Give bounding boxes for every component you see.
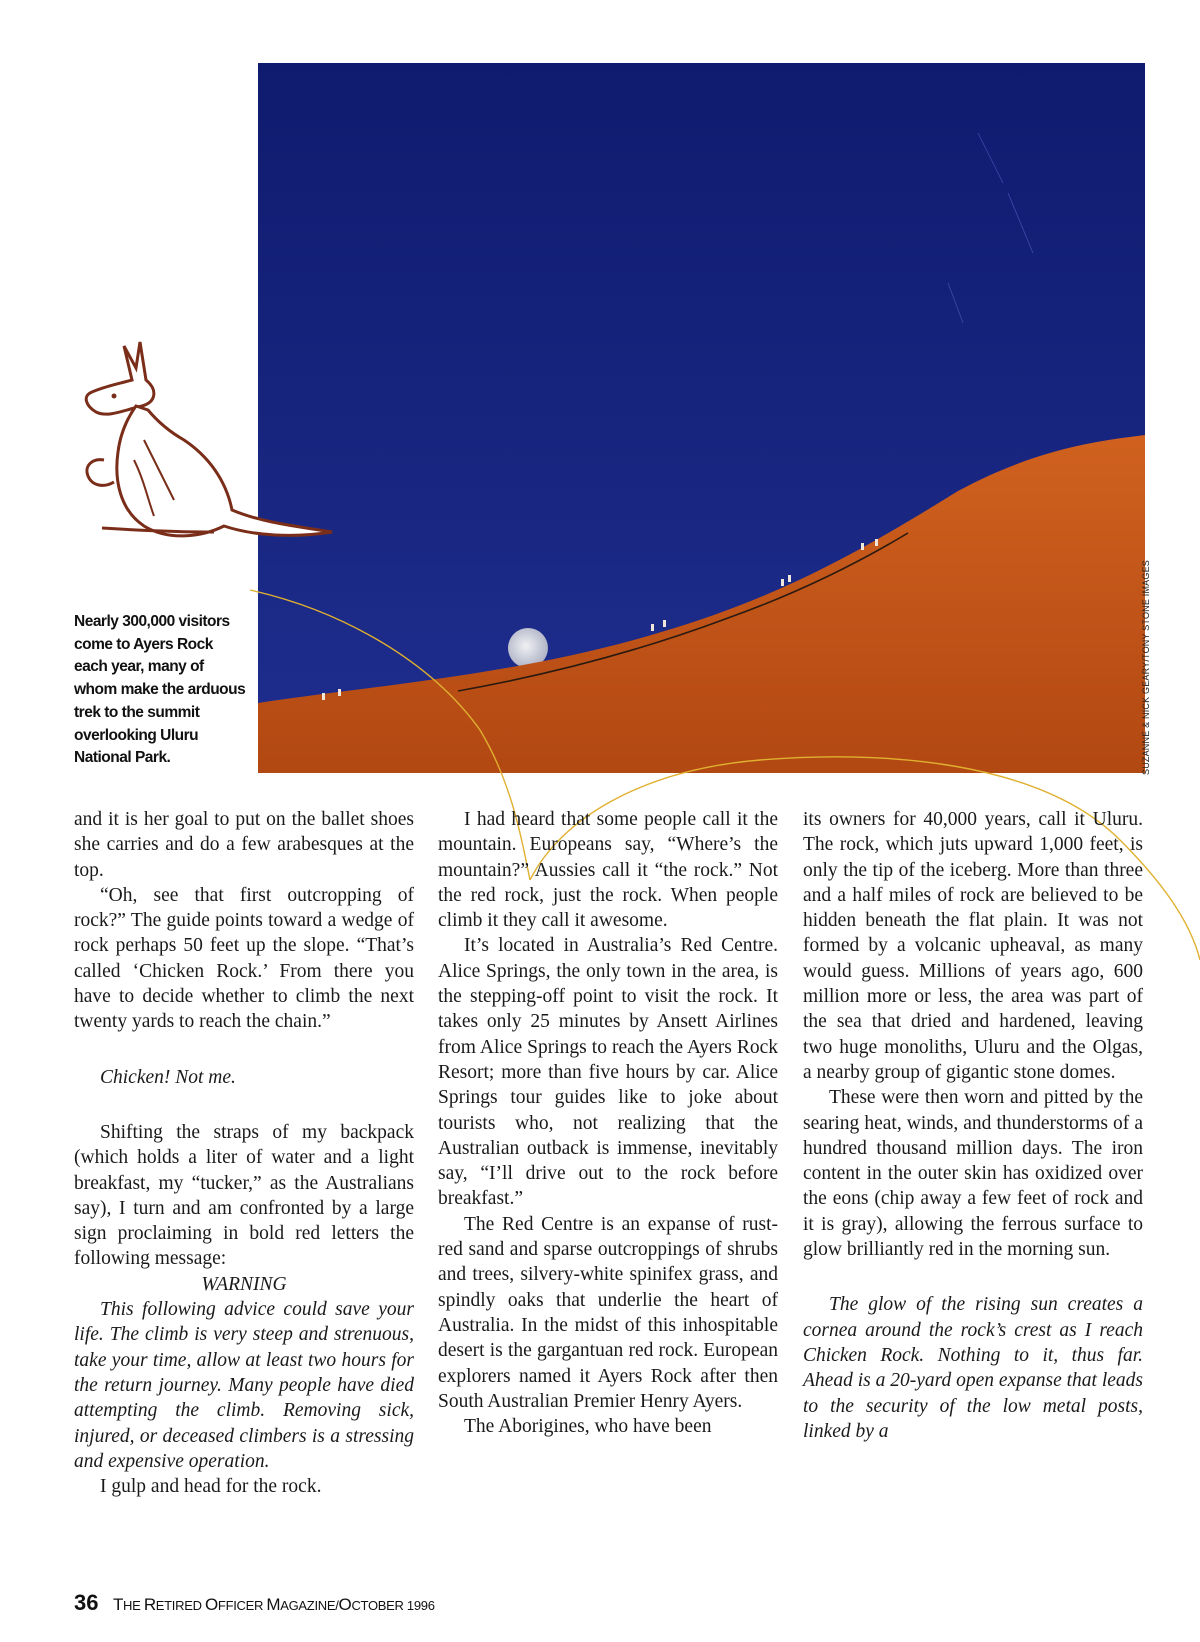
warning-text: This following advice could save your life. The climb is very steep and strenuous, take your time, allow at least two hours for the return journey. Many people have died attempting the climb. Removing sick, injured, or deceased climbers is a stressing and expensive operation. xyxy=(74,1299,414,1472)
paragraph: I had heard that some people call it the mountain. Europeans say, “Where’s the mountain?” Aussies call it “the rock.” Not the red rock, just the rock. When people climb it they call it awesome. xyxy=(438,809,778,932)
paragraph: I gulp and head for the rock. xyxy=(100,1476,322,1498)
article-column-1 xyxy=(74,807,414,1499)
paragraph: Shifting the straps of my backpack (which holds a liter of water and a light breakfast, my “tucker,” as the Australians say), I turn and am confronted by a large sign proclaiming in bold red letters the following message: xyxy=(74,1121,414,1270)
photo-credit: SUZANNE & NICK GEARY/TONY STONE IMAGES xyxy=(1141,560,1151,775)
uluru-photo-art xyxy=(258,63,1145,773)
paragraph: It’s located in Australia’s Red Centre. Alice Springs, the only town in the area, is the stepping-off point to visit the rock. It takes only 25 minutes by Ansett Airlines from Alice Springs to reach the Ayers Rock Resort; more than five hours by car. Alice Springs tour guides like to joke about tourists who, not realizing that the Australian outback is immense, inevitably say, “I’ll drive out to the rock before breakfast.” xyxy=(438,935,778,1210)
paragraph: The glow of the rising sun creates a cornea around the rock’s crest as I reach Chicken Rock. Nothing to it, thus far. Ahead is a 20-yard open expanse that leads to the security of the low metal posts, linked by a xyxy=(803,1294,1143,1442)
paragraph: its owners for 40,000 years, call it Uluru. The rock, which juts upward 1,000 feet, is only the tip of the iceberg. More than three and a half miles of rock are believed to be hidden beneath the flat plain. It was not formed by a volcanic upheaval, as many would guess. Millions of years ago, 600 million more or less, the area was part of the sea that dried and hardened, leaving two huge monoliths, Uluru and the Olgas, a nearby group of gigantic stone domes. xyxy=(803,809,1143,1083)
page-number: 36 xyxy=(74,1590,99,1615)
paragraph: These were then worn and pitted by the searing heat, winds, and thunderstorms of a hundred thousand million days. The iron content in the outer skin has oxidized over the eons (chip away a few feet of rock and it is gray), allowing the ferrous surface to glow brilliantly red in the morning sun. xyxy=(803,1087,1143,1261)
uluru-photo xyxy=(258,63,1145,773)
photo-caption: Nearly 300,000 visitors come to Ayers Rock each year, many of whom make the arduous trek to the summit overlooking Uluru National Park. xyxy=(74,613,246,767)
publication-line: THE RETIRED OFFICER MAGAZINE/OCTOBER 1996 xyxy=(112,1595,435,1614)
paragraph: The Red Centre is an expanse of rust-red sand and sparse outcroppings of shrubs and trees, silvery-white spinifex grass, and spindly oaks that underlie the heart of Australia. In the midst of this inhospitable desert is the gargantuan red rock. European explorers named it Ayers Rock after then South Australian Premier Henry Ayers. xyxy=(438,1213,778,1412)
article-column-3 xyxy=(803,807,1143,1444)
page-footer xyxy=(74,1590,435,1616)
kangaroo-illustration xyxy=(74,340,334,580)
paragraph: The Aborigines, who have been xyxy=(464,1416,712,1438)
paragraph: and it is her goal to put on the ballet shoes she carries and do a few arabesques at the top. xyxy=(74,809,414,881)
article-column-2 xyxy=(438,807,778,1439)
warning-title: WARNING xyxy=(201,1273,287,1295)
paragraph: Chicken! Not me. xyxy=(100,1066,236,1088)
paragraph: “Oh, see that first outcropping of rock?” The guide points toward a wedge of rock perhaps 50 feet up the slope. “That’s called ‘Chicken Rock.’ From there you have to decide whether to climb the next twenty yards to reach the chain.” xyxy=(74,884,414,1033)
